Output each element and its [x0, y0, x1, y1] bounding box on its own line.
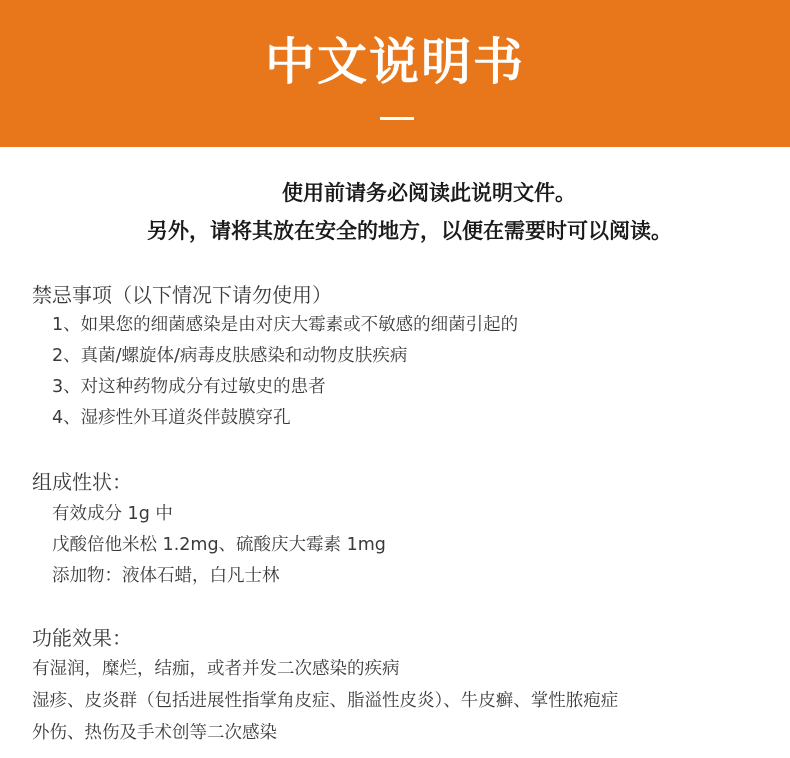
title-divider [380, 117, 414, 120]
composition-item: 戊酸倍他米松 1.2mg、硫酸庆大霉素 1mg [52, 535, 386, 555]
page-title: 中文说明书 [265, 33, 525, 91]
contraindication-item: 4、湿疹性外耳道炎伴鼓膜穿孔 [52, 408, 291, 428]
contraindication-item: 2、真菌/螺旋体/病毒皮肤感染和动物皮肤疾病 [52, 346, 408, 366]
header-banner [0, 0, 790, 147]
effect-item: 有湿润，糜烂，结痂，或者并发二次感染的疾病 [32, 659, 400, 679]
effects-heading: 功能效果： [32, 626, 132, 650]
composition-heading: 组成性状： [32, 470, 132, 494]
contraindication-item: 3、对这种药物成分有过敏史的患者 [52, 377, 326, 397]
composition-item: 有效成分 1g 中 [52, 504, 173, 524]
contraindications-heading: 禁忌事项（以下情况下请勿使用） [32, 283, 332, 307]
effect-item: 湿疹、皮炎群（包括进展性指掌角皮症、脂溢性皮炎）、牛皮癣、掌性脓疱症 [32, 691, 619, 711]
notice-line-1: 使用前请务必阅读此说明文件。 [282, 181, 576, 205]
notice-line-2: 另外，请将其放在安全的地方，以便在需要时可以阅读。 [147, 219, 672, 243]
contraindication-item: 1、如果您的细菌感染是由对庆大霉素或不敏感的细菌引起的 [52, 315, 519, 335]
composition-item: 添加物：液体石蜡，白凡士林 [52, 566, 280, 586]
effect-item: 外伤、热伤及手术创等二次感染 [32, 723, 277, 743]
